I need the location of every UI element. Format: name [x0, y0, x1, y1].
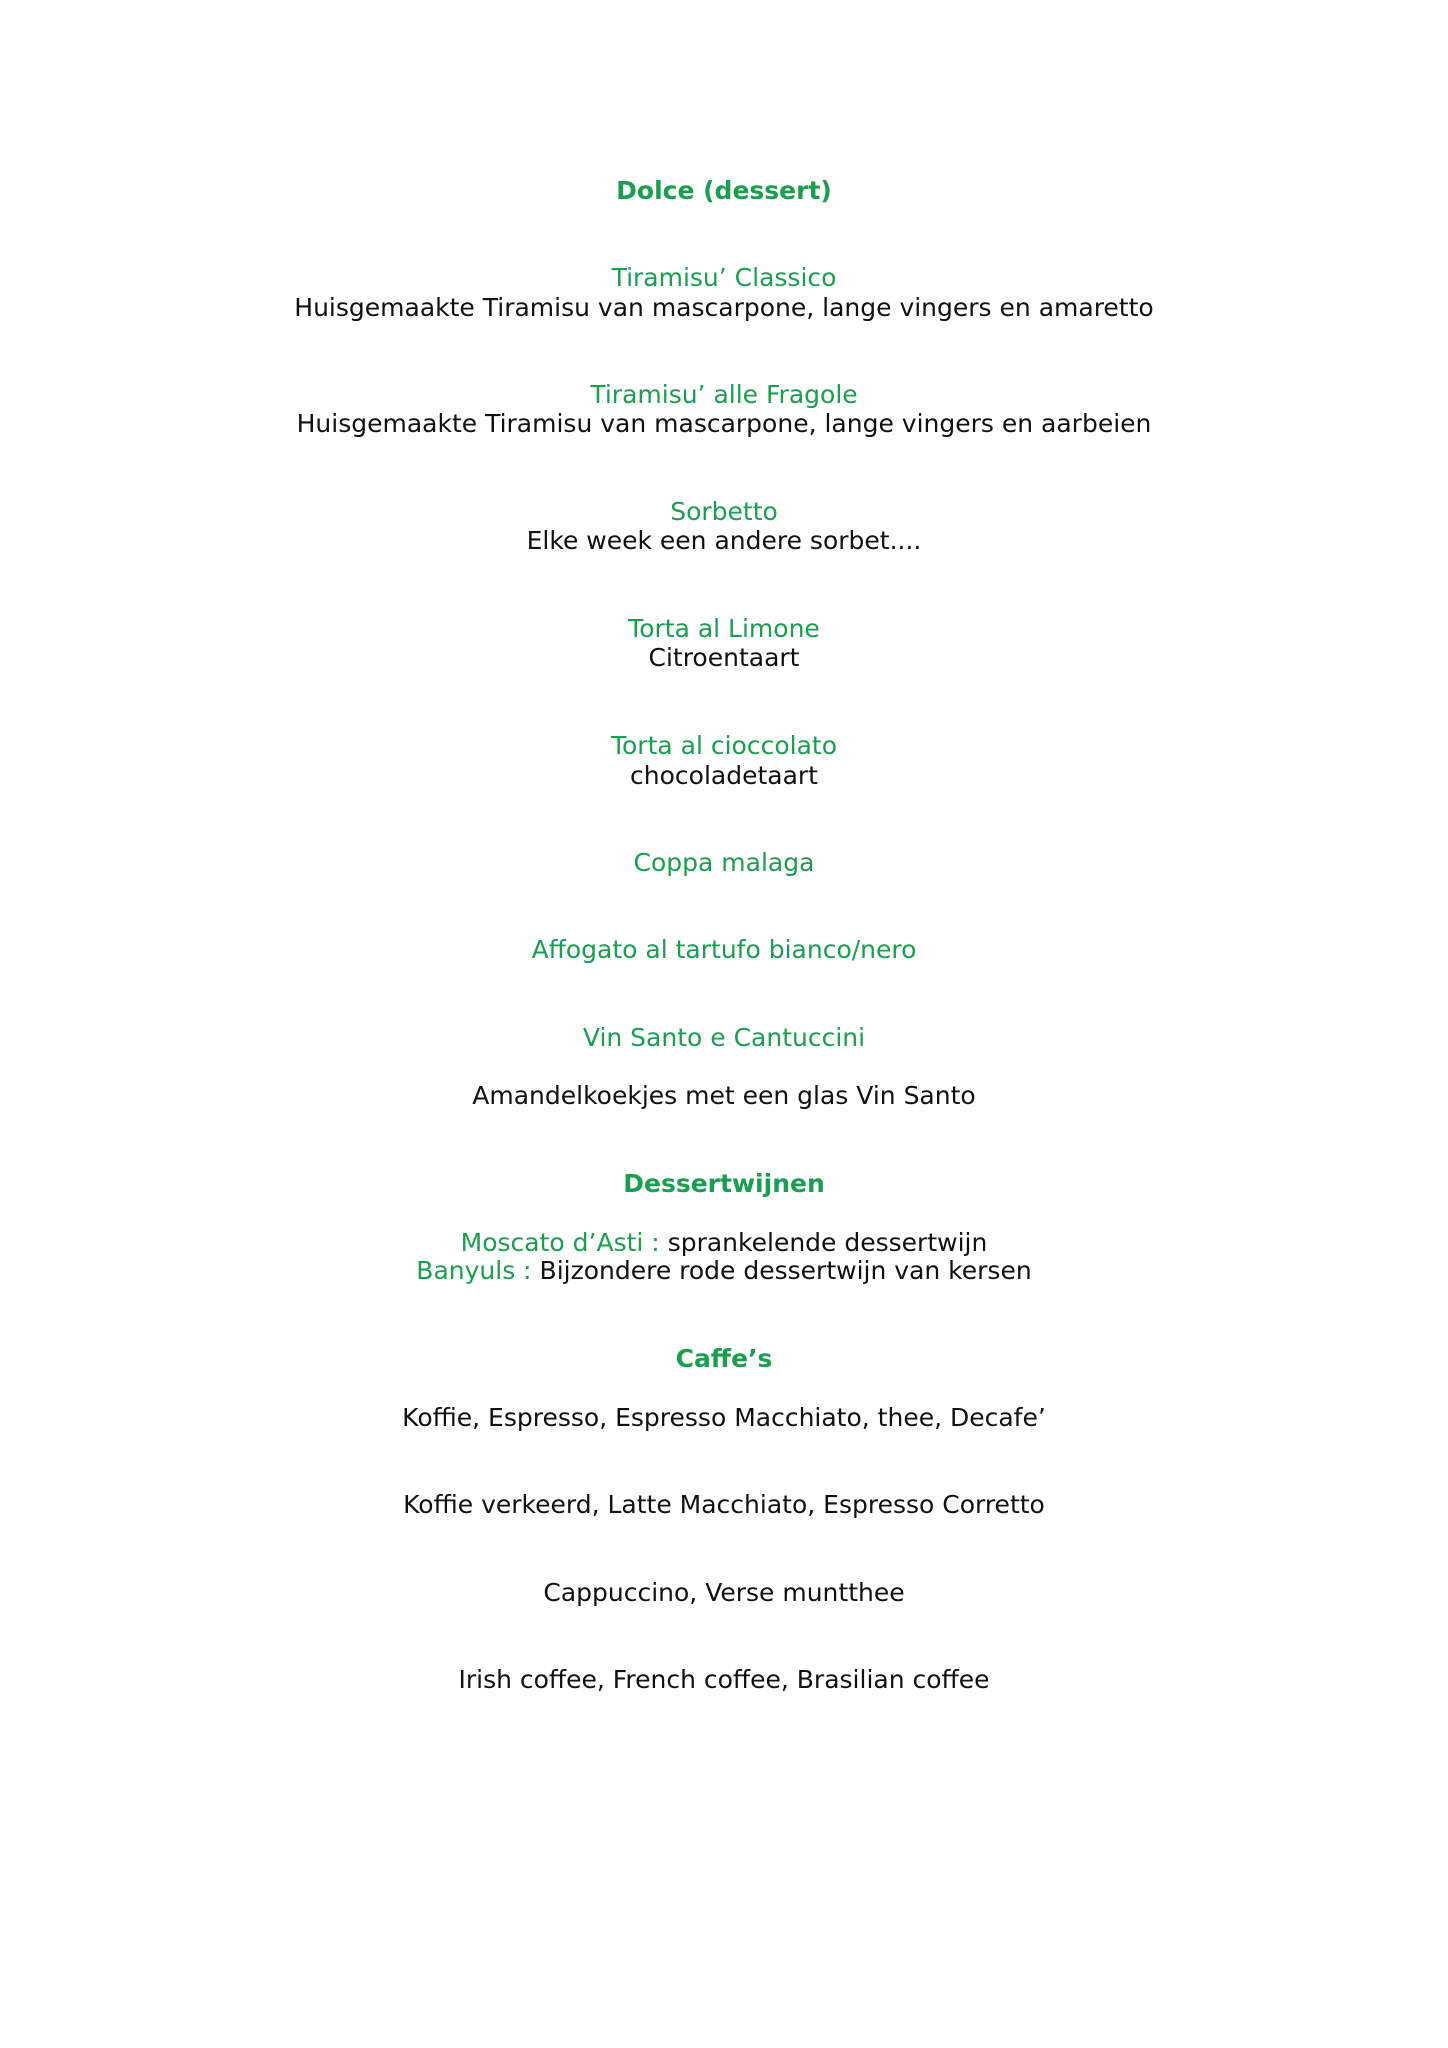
dessert-item-description: Amandelkoekjes met een glas Vin Santo	[472, 1081, 976, 1110]
dessert-item-name: Sorbetto	[670, 497, 778, 526]
wine-item-name: Moscato d’Asti :	[460, 1228, 660, 1257]
wine-item	[0, 1228, 1448, 1258]
dessert-item-name: Tiramisu’ alle Fragole	[590, 380, 858, 409]
dessert-item-description: Elke week een andere sorbet....	[526, 526, 922, 555]
dessert-item-name: Vin Santo e Cantuccini	[582, 1023, 866, 1052]
dessert-item-name: Tiramisu’ Classico	[611, 263, 837, 292]
coffee-line: Koffie verkeerd, Latte Macchiato, Espresso Corretto	[403, 1490, 1045, 1519]
dessert-section-title: Dolce (dessert)	[616, 176, 832, 205]
wine-item-description: Bijzondere rode dessertwijn van kersen	[539, 1256, 1032, 1285]
dessert-item-description: Citroentaart	[648, 643, 800, 672]
coffee-line: Irish coffee, French coffee, Brasilian coffee	[458, 1665, 990, 1694]
dessert-item-description: chocoladetaart	[630, 761, 818, 790]
dessert-item-description: Huisgemaakte Tiramisu van mascarpone, lange vingers en aarbeien	[296, 409, 1152, 438]
coffee-section-title: Caffe’s	[675, 1344, 773, 1373]
dessert-item-name: Torta al cioccolato	[610, 731, 837, 760]
dessert-item-name: Torta al Limone	[628, 614, 820, 643]
dessert-item-name: Coppa malaga	[633, 848, 815, 877]
wine-item	[0, 1256, 1448, 1286]
wine-item-name: Banyuls :	[416, 1256, 532, 1285]
coffee-line: Cappuccino, Verse muntthee	[543, 1578, 905, 1607]
coffee-line: Koffie, Espresso, Espresso Macchiato, thee, Decafe’	[402, 1403, 1046, 1432]
wines-section-title: Dessertwijnen	[623, 1169, 825, 1198]
dessert-item-name: Affogato al tartufo bianco/nero	[531, 935, 917, 964]
dessert-item-description: Huisgemaakte Tiramisu van mascarpone, lange vingers en amaretto	[294, 293, 1154, 322]
wine-item-description: sprankelende dessertwijn	[667, 1228, 988, 1257]
